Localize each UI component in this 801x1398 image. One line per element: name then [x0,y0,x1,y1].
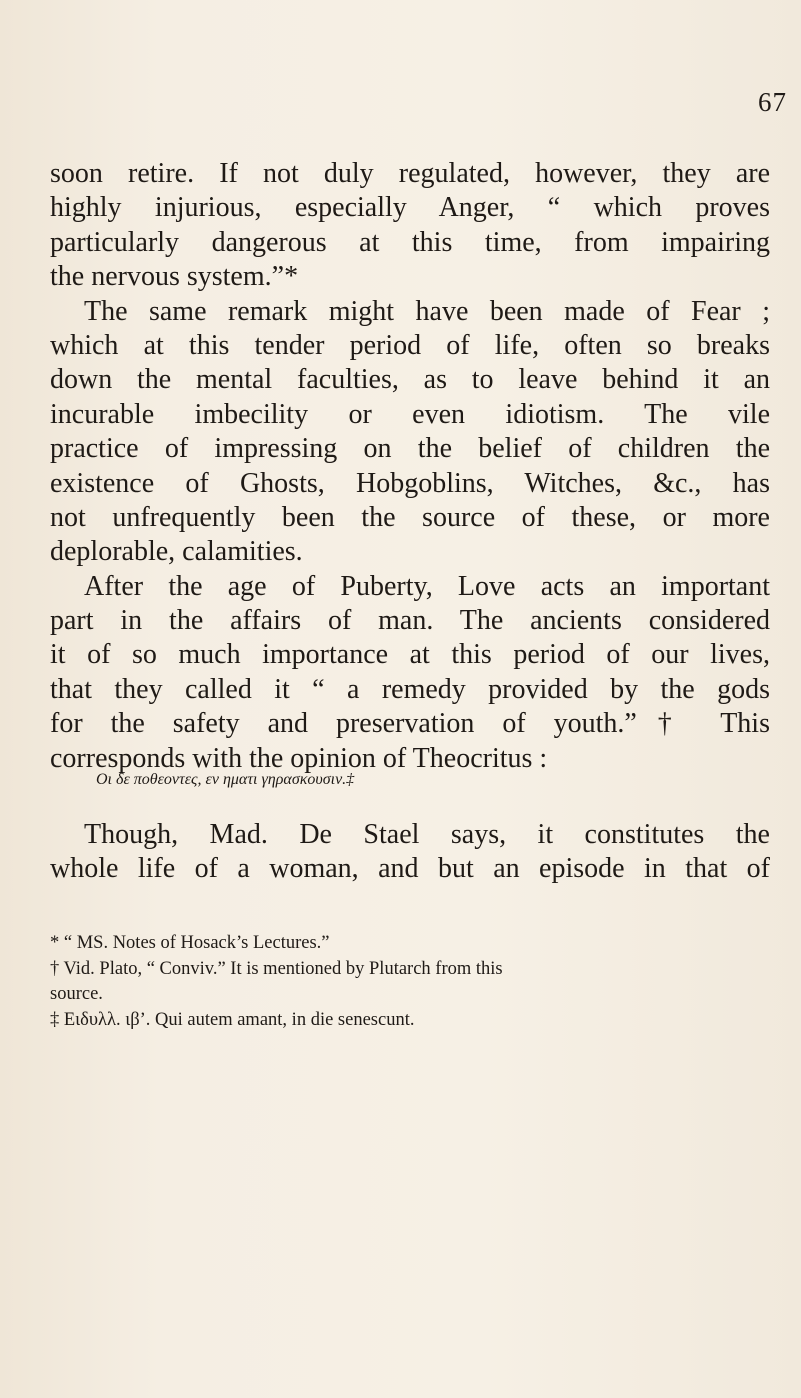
text-line: which at this tender period of life, often so breaks [50,329,770,361]
text-line: for the safety and preservation of youth.”† This [50,708,770,740]
text-line: it of so much importance at this period of our lives, [50,639,770,671]
text-line: incurable imbecility or even idiotism. The vile [50,398,770,430]
main-text-continued [50,818,770,887]
text-line: The same remark might have been made of Fear ; [84,295,770,327]
text-line: Though, Mad. De Stael says, it constitutes the [84,819,770,850]
footnote: † Vid. Plato, “ Conviv.” It is mentioned by Plutarch from this [50,958,503,979]
text-line: corresponds with the opinion of Theocritus : [50,742,548,774]
text-line: that they called it “ a remedy provided by the gods [50,673,770,705]
text-line: part in the affairs of man. The ancients considered [50,605,770,637]
text-line: particularly dangerous at this time, from impairing [50,226,770,258]
text-line: the nervous system.”* [50,261,299,293]
text-line: soon retire. If not duly regulated, however, they are [50,158,770,189]
main-text [50,157,770,776]
footnote: source. [50,984,103,1004]
text-line: highly injurious, especially Anger, “ which proves [50,192,770,224]
greek-quotation: Οι δε ποθεοντες, εν ηματι γηρασκουσιν.‡ [96,771,355,788]
text-line: whole life of a woman, and but an episode in that of [50,853,770,885]
text-line: deplorable, calamities. [50,536,303,568]
footnotes [50,931,770,1033]
footnote: ‡ Ειδυλλ. ιβ’. Qui autem amant, in die senescunt. [50,1009,415,1030]
text-line: After the age of Puberty, Love acts an important [84,570,770,602]
text-line: existence of Ghosts, Hobgoblins, Witches, &c., has [50,467,770,499]
footnote: * “ MS. Notes of Hosack’s Lectures.” [50,933,330,953]
text-line: practice of impressing on the belief of children the [50,433,770,465]
text-line: not unfrequently been the source of these, or more [50,501,770,533]
page-number: 67 [758,87,787,117]
text-line: down the mental faculties, as to leave behind it an [50,364,770,396]
